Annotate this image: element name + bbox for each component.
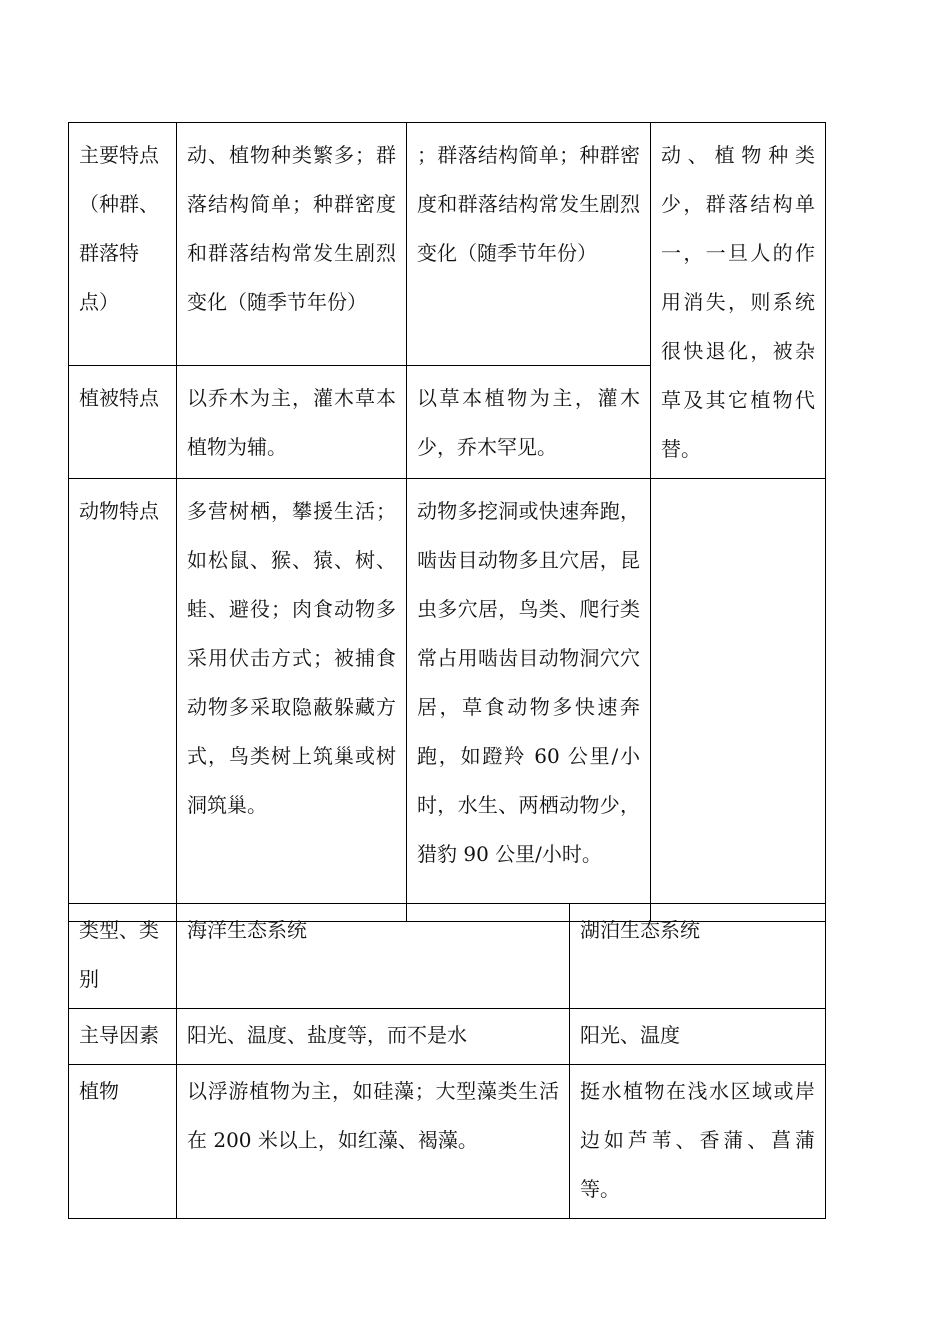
forest-animals: 多营树栖，攀援生活；如松鼠、猴、猿、树、蛙、避役；肉食动物多采用伏击方式；被捕食动物多采取隐蔽躲藏方式，鸟类树上筑巢或树洞筑巢。 (177, 479, 407, 922)
lake-ecosystem-header: 湖泊生态系统 (570, 904, 826, 1009)
forest-main-features: 动、植物种类繁多；群落结构简单；种群密度和群落结构常发生剧烈变化（随季节年份） (177, 123, 407, 366)
empty-cell (651, 479, 826, 922)
table-row (69, 1065, 826, 1219)
table-row (69, 123, 826, 366)
grassland-vegetation: 以草本植物为主，灌木少，乔木罕见。 (407, 366, 651, 479)
grassland-main-features: ；群落结构简单；种群密度和群落结构常发生剧烈变化（随季节年份） (407, 123, 651, 366)
forest-vegetation: 以乔木为主，灌木草本植物为辅。 (177, 366, 407, 479)
terrestrial-ecosystem-table (68, 122, 826, 922)
row-label-animals: 动物特点 (69, 479, 177, 922)
marine-ecosystem-header: 海洋生态系统 (177, 904, 570, 1009)
table-row (69, 1009, 826, 1065)
table-row (69, 479, 826, 922)
row-label-main-features: 主要特点（种群、群落特点） (69, 123, 177, 366)
row-label-dominant-factors: 主导因素 (69, 1009, 177, 1065)
row-label-plants: 植物 (69, 1065, 177, 1219)
lake-dominant-factors: 阳光、温度 (570, 1009, 826, 1065)
farmland-features-merged: 动、植物种类少，群落结构单一，一旦人的作用消失，则系统很快退化，被杂草及其它植物代替。 (651, 123, 826, 479)
table-row (69, 904, 826, 1009)
aquatic-ecosystem-table (68, 903, 826, 1219)
lake-plants: 挺水植物在浅水区域或岸边如芦苇、香蒲、菖蒲等。 (570, 1065, 826, 1219)
grassland-animals: 动物多挖洞或快速奔跑，啮齿目动物多且穴居，昆虫多穴居，鸟类、爬行类常占用啮齿目动物洞穴穴居，草食动物多快速奔跑，如蹬羚 60 公里/小时，水生、两栖动物少，猎豹 90 公里/小时。 (407, 479, 651, 922)
marine-plants: 以浮游植物为主，如硅藻；大型藻类生活在 200 米以上，如红藻、褐藻。 (177, 1065, 570, 1219)
row-label-vegetation: 植被特点 (69, 366, 177, 479)
marine-dominant-factors: 阳光、温度、盐度等，而不是水 (177, 1009, 570, 1065)
row-label-type: 类型、类别 (69, 904, 177, 1009)
